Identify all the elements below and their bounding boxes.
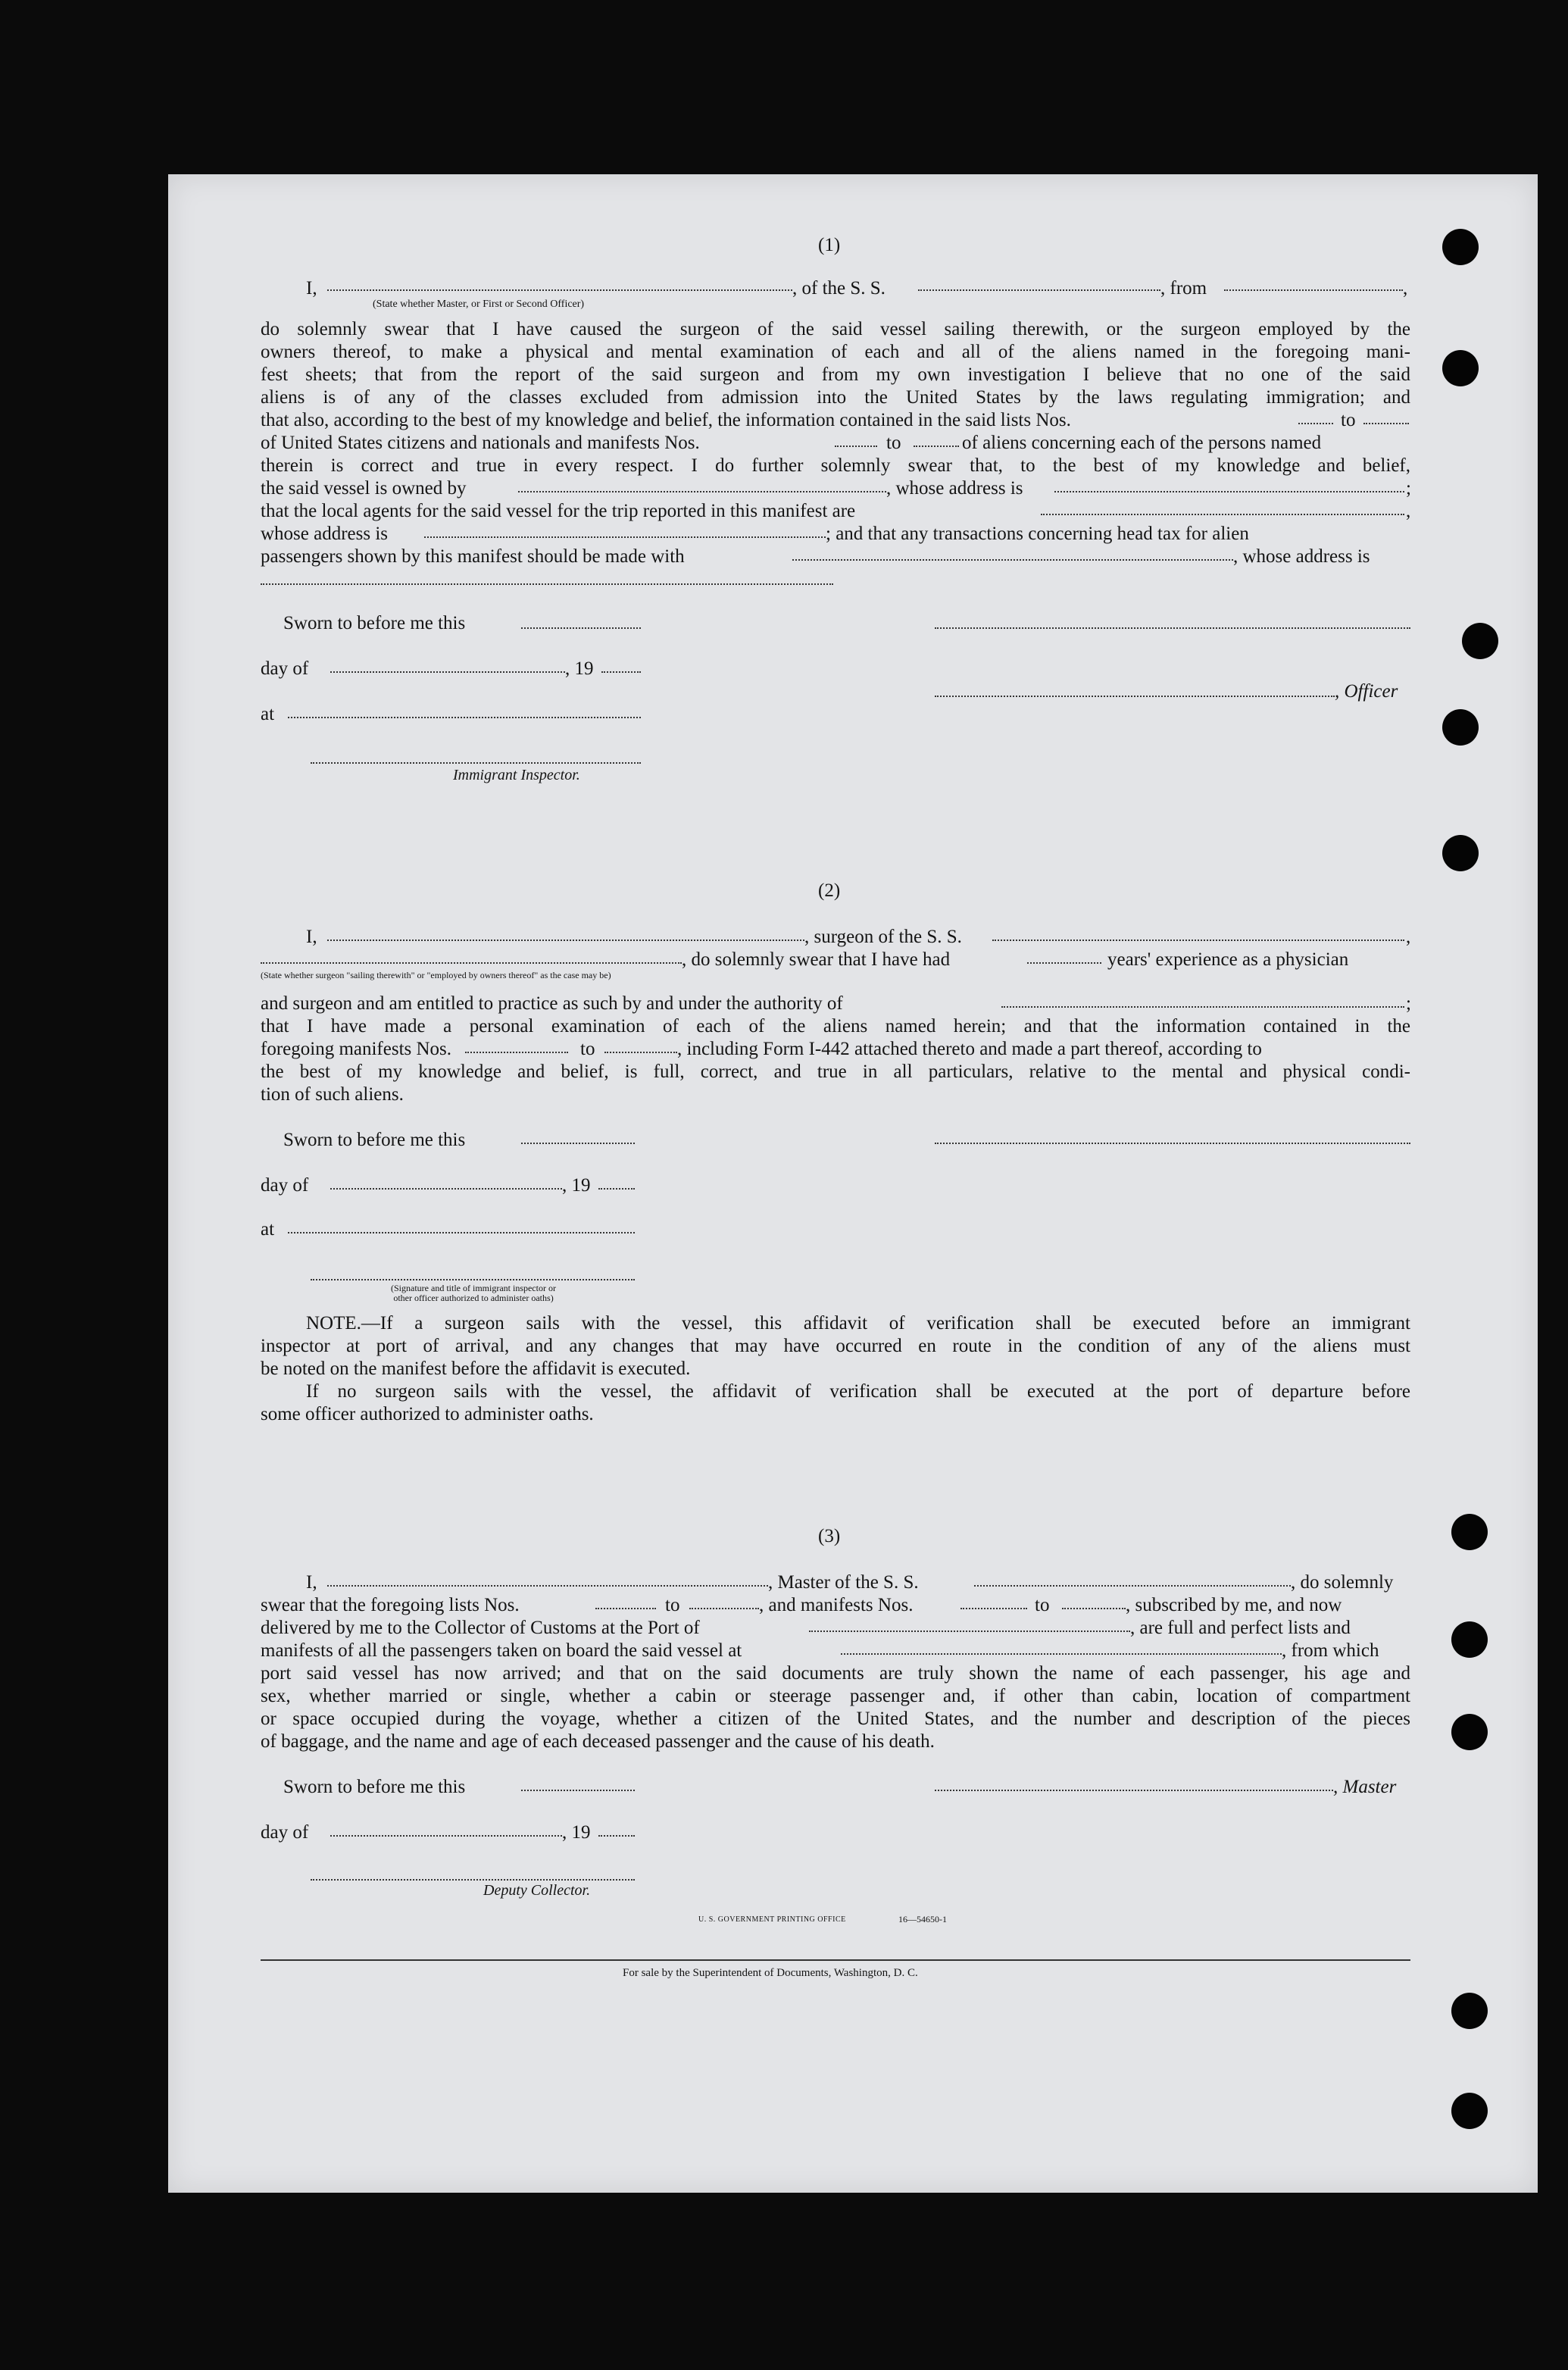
punch-hole <box>1451 1714 1488 1750</box>
section-3-text-line: , are full and perfect lists and <box>1130 1618 1351 1638</box>
punch-hole <box>1451 1514 1488 1550</box>
master-label: , Master <box>1333 1777 1397 1797</box>
year-field[interactable] <box>601 671 641 673</box>
year-field[interactable] <box>598 1188 635 1190</box>
section-1-text-line: that the local agents for the said vessel for the trip reported in this manifest are <box>261 501 856 521</box>
section-1-intro-i: I, <box>306 278 317 299</box>
section-1-text-line: the said vessel is owned by <box>261 478 467 499</box>
at-place-field[interactable] <box>288 717 641 718</box>
port-of-arrival-field[interactable] <box>809 1631 1130 1632</box>
section-3-to-label: to <box>1035 1595 1050 1615</box>
section-1-number: (1) <box>818 235 841 255</box>
year-label: , 19 <box>562 1822 591 1843</box>
punch-hole <box>1451 1621 1488 1658</box>
years-label: years' experience as a physician <box>1107 949 1349 970</box>
signature-caption-line: (Signature and title of immigrant inspector or <box>391 1283 556 1293</box>
master-ship-field[interactable] <box>974 1585 1291 1587</box>
sworn-label: Sworn to before me this <box>283 1777 466 1797</box>
master-manifests-from-field[interactable] <box>960 1608 1027 1609</box>
section-2-intro-i: I, <box>306 927 317 947</box>
owner-field[interactable] <box>518 491 886 492</box>
sworn-date-field[interactable] <box>521 1790 635 1791</box>
section-2-text-line: tion of such aliens. <box>261 1084 404 1105</box>
section-1-text-line: , whose address is <box>1233 546 1370 567</box>
punch-hole <box>1451 2093 1488 2129</box>
sale-notice: For sale by the Superintendent of Documents, Washington, D. C. <box>623 1967 918 1979</box>
master-lists-from-field[interactable] <box>595 1608 656 1609</box>
section-3-to-label: to <box>665 1595 680 1615</box>
section-2-text-line: , including Form I-442 attached thereto and made a part thereof, according to <box>677 1039 1262 1059</box>
section-1-text-line: ; and that any transactions concerning head tax for alien <box>826 524 1249 544</box>
punch-hole <box>1442 709 1479 746</box>
punch-hole <box>1442 835 1479 871</box>
manifests-from-field[interactable] <box>835 446 877 447</box>
manifests-to-field[interactable] <box>914 446 959 447</box>
section-1-text-line: of aliens concerning each of the persons named <box>962 433 1322 453</box>
from-port-field[interactable] <box>1224 289 1403 291</box>
administering-officer-signature-line[interactable] <box>311 1279 635 1280</box>
section-1-text-line: owners thereof, to make a physical and mental examination of each and all of the aliens named in the foregoing mani- <box>261 342 1410 362</box>
lists-to-field[interactable] <box>1363 423 1409 424</box>
do-solemnly-label: , do solemnly swear that I have had <box>682 949 951 970</box>
do-solemnly-label: , do solemnly <box>1291 1572 1394 1593</box>
section-2-number: (2) <box>818 880 841 901</box>
section-1-text-line: whose address is <box>261 524 389 544</box>
surgeon-of-label: , surgeon of the S. S. <box>804 927 962 947</box>
master-rank-field[interactable] <box>327 289 792 291</box>
section-1-text-line: fest sheets; that from the report of the said surgeon and from my own investigation I believe that no one of the said <box>261 364 1410 385</box>
section-3-text-line: sex, whether married or single, whether a cabin or steerage passenger and, if other than cabin, location of compartment <box>261 1686 1410 1706</box>
head-tax-address-field[interactable] <box>261 583 833 585</box>
month-field[interactable] <box>330 1835 562 1837</box>
section-2-text-line: the best of my knowledge and belief, is full, correct, and true in all particulars, relative to the mental and physical condi- <box>261 1061 1410 1082</box>
section-1-text-line: do solemnly swear that I have caused the surgeon of the said vessel sailing therewith, or the surgeon employed by the <box>261 319 1410 339</box>
section-1-to-label: to <box>886 433 901 453</box>
deputy-collector-caption: Deputy Collector. <box>483 1882 591 1899</box>
month-field[interactable] <box>330 671 565 673</box>
punch-hole <box>1451 1993 1488 2029</box>
sworn-date-field[interactable] <box>521 627 641 629</box>
surgeon-ship-field[interactable] <box>992 940 1404 941</box>
printing-office-imprint: U. S. GOVERNMENT PRINTING OFFICE <box>698 1915 846 1924</box>
section-3-intro-i: I, <box>306 1572 317 1593</box>
section-1-text-line: therein is correct and true in every respect. I do further solemnly swear that, to the best of my knowledge and belief, <box>261 455 1410 476</box>
form-number: 16—54650-1 <box>898 1914 947 1924</box>
year-label: , 19 <box>562 1175 591 1196</box>
day-of-label: day of <box>261 1175 309 1196</box>
master-of-label: , Master of the S. S. <box>768 1572 919 1593</box>
from-comma: , <box>1403 278 1408 299</box>
day-of-label: day of <box>261 1822 309 1843</box>
owner-address-field[interactable] <box>1054 491 1404 492</box>
note-line: be noted on the manifest before the affidavit is executed. <box>261 1359 691 1379</box>
year-field[interactable] <box>598 1835 635 1837</box>
section-3-text-line: of baggage, and the name and age of each deceased passenger and the cause of his death. <box>261 1731 935 1752</box>
section-3-text-line: delivered by me to the Collector of Customs at the Port of <box>261 1618 700 1638</box>
section-3-text-line: manifests of all the passengers taken on board the said vessel at <box>261 1640 742 1661</box>
master-name-field[interactable] <box>327 1585 768 1587</box>
port-of-departure-field[interactable] <box>841 1653 1282 1655</box>
section-1-text-line: that also, according to the best of my knowledge and belief, the information contained in the said lists Nos. <box>261 410 1071 430</box>
surgeon-name-field[interactable] <box>327 940 804 941</box>
section-2-text-line: and surgeon and am entitled to practice as such by and under the authority of <box>261 993 843 1014</box>
section-1-to-label: to <box>1341 410 1356 430</box>
master-manifests-to-field[interactable] <box>1062 1608 1126 1609</box>
section-3-text-line: , and manifests Nos. <box>759 1595 914 1615</box>
officer-title-line[interactable] <box>935 696 1335 697</box>
section-1-text-line: , whose address is <box>886 478 1023 499</box>
surgeon-type-caption: (State whether surgeon "sailing therewith" or "employed by owners thereof" as the case may be) <box>261 970 611 980</box>
section-1-semicolon: ; <box>1406 478 1411 499</box>
day-of-label: day of <box>261 658 309 679</box>
signature-caption <box>303 1283 644 1303</box>
section-1-text-line: aliens is of any of the classes excluded from admission into the United States by the laws regulating immigration; and <box>261 387 1410 408</box>
section-3-text-line: , from which <box>1282 1640 1379 1661</box>
footer-rule <box>261 1959 1410 1961</box>
note-line: NOTE.—If a surgeon sails with the vessel, this affidavit of verification shall be executed before an immigrant <box>306 1313 1410 1334</box>
sworn-label: Sworn to before me this <box>283 1130 466 1150</box>
section-3-text-line: port said vessel has now arrived; and that on the said documents are truly shown the name of each passenger, his age and <box>261 1663 1410 1684</box>
section-1-comma: , <box>1406 501 1411 521</box>
at-place-field[interactable] <box>288 1232 635 1233</box>
sworn-label: Sworn to before me this <box>283 613 466 633</box>
master-rank-caption: (State whether Master, or First or Second Officer) <box>373 299 585 310</box>
punch-hole <box>1442 229 1479 265</box>
month-field[interactable] <box>330 1188 562 1190</box>
signature-caption-line: other officer authorized to administer oaths) <box>393 1293 554 1303</box>
local-agents-field[interactable] <box>1041 514 1404 515</box>
surgeon-manifests-from-field[interactable] <box>465 1052 568 1053</box>
section-2-to-label: to <box>580 1039 595 1059</box>
from-label: , from <box>1160 278 1207 299</box>
surgeon-signature-line[interactable] <box>935 1143 1410 1144</box>
section-3-text-line: swear that the foregoing lists Nos. <box>261 1595 520 1615</box>
ship-name-field[interactable] <box>918 289 1160 291</box>
lists-from-field[interactable] <box>1298 423 1333 424</box>
surgeon-manifests-to-field[interactable] <box>604 1052 677 1053</box>
section-3-number: (3) <box>818 1526 841 1546</box>
section-3-text-line: , subscribed by me, and now <box>1126 1595 1342 1615</box>
deputy-collector-signature-line[interactable] <box>311 1879 635 1881</box>
sworn-date-field[interactable] <box>521 1143 635 1144</box>
head-tax-field[interactable] <box>792 559 1233 561</box>
surgeon-type-field[interactable] <box>261 962 682 964</box>
years-experience-field[interactable] <box>1027 962 1101 964</box>
inspector-signature-line[interactable] <box>311 762 641 764</box>
master-signature-line[interactable] <box>935 1790 1333 1791</box>
section-2-text-line: foregoing manifests Nos. <box>261 1039 452 1059</box>
note-line: inspector at port of arrival, and any changes that may have occurred en route in the condition of any of the aliens must <box>261 1336 1410 1356</box>
section-2-comma: , <box>1406 927 1411 947</box>
section-2-text-line: that I have made a personal examination of each of the aliens named herein; and that the information contained in the <box>261 1016 1410 1036</box>
agents-address-field[interactable] <box>424 536 826 538</box>
punch-hole <box>1442 350 1479 386</box>
section-3-text-line: or space occupied during the voyage, whether a citizen of the United States, and the number and description of the pieces <box>261 1709 1410 1729</box>
at-label: at <box>261 1219 275 1240</box>
master-lists-to-field[interactable] <box>689 1608 759 1609</box>
at-label: at <box>261 704 275 724</box>
inspector-caption: Immigrant Inspector. <box>453 767 580 783</box>
of-ss-label: , of the S. S. <box>792 278 886 299</box>
authority-field[interactable] <box>1001 1006 1404 1008</box>
year-label: , 19 <box>565 658 594 679</box>
officer-signature-line[interactable] <box>935 627 1410 629</box>
note-line: some officer authorized to administer oaths. <box>261 1404 594 1424</box>
section-1-text-line: passengers shown by this manifest should be made with <box>261 546 685 567</box>
section-2-semicolon: ; <box>1406 993 1411 1014</box>
officer-label: , Officer <box>1335 681 1398 702</box>
note-line: If no surgeon sails with the vessel, the affidavit of verification shall be executed at the port of departure before <box>306 1381 1410 1402</box>
punch-hole <box>1462 623 1498 659</box>
section-1-text-line: of United States citizens and nationals and manifests Nos. <box>261 433 700 453</box>
